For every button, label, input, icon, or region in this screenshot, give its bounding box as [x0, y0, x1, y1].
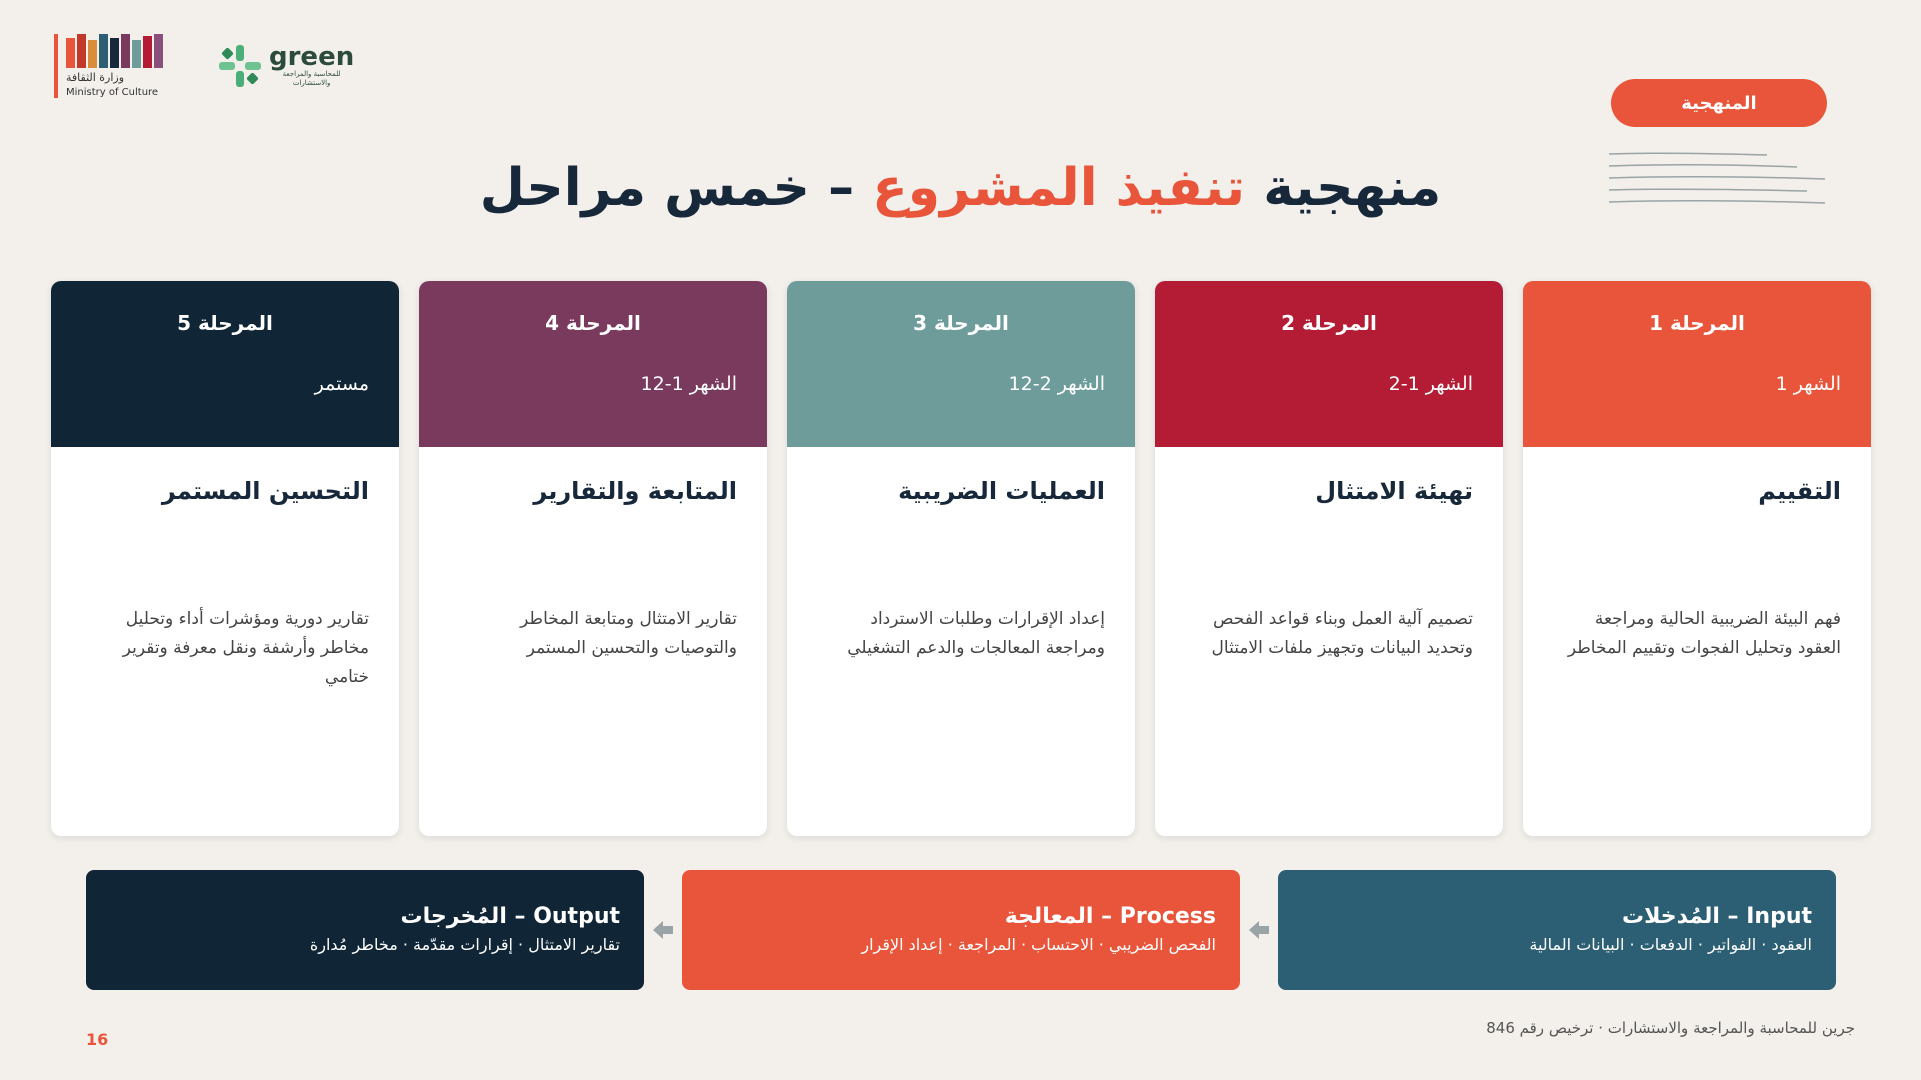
- phase-name: المتابعة والتقارير: [533, 477, 737, 505]
- phase-card-2: [1155, 281, 1503, 836]
- phase-description: تصميم آلية العمل وبناء قواعد الفحص وتحديد البيانات وتجهيز ملفات الامتثال: [1211, 609, 1473, 658]
- title-part-1: منهجية: [1245, 158, 1442, 218]
- page-number: 16: [86, 1030, 109, 1049]
- flow-title: Process – المعالجة: [1004, 904, 1216, 929]
- phase-description: فهم البيئة الضريبية الحالية ومراجعة العقود وتحليل الفجوات وتقييم المخاطر: [1567, 609, 1841, 658]
- phase-name: التحسين المستمر: [161, 477, 369, 505]
- phase-label: المرحلة 3: [913, 311, 1009, 335]
- flow-output-box: [86, 870, 644, 990]
- flow-subtitle: العقود · الفواتير · الدفعات · البيانات المالية: [1529, 935, 1812, 954]
- flow-input-box: [1278, 870, 1836, 990]
- phases-row: [51, 281, 1871, 836]
- phase-description: تقارير دورية ومؤشرات أداء وتحليل مخاطر وأرشفة ونقل معرفة وتقرير ختامي: [122, 609, 369, 687]
- phase-header: [787, 281, 1135, 447]
- phase-label: المرحلة 4: [545, 311, 641, 335]
- flow-title: Input – المُدخلات: [1621, 904, 1812, 929]
- title-part-2: – خمس مراحل: [479, 158, 873, 218]
- phase-time: الشهر 1-12: [640, 373, 737, 395]
- books-icon: [66, 34, 163, 68]
- phase-card-5: [51, 281, 399, 836]
- footer-text: جرين للمحاسبة والمراجعة والاستشارات · ترخيص رقم 846: [1486, 1019, 1855, 1037]
- flow-subtitle: الفحص الضريبي · الاحتساب · المراجعة · إعداد الإقرار: [861, 935, 1216, 954]
- ministry-of-culture-logo: [54, 34, 163, 98]
- phase-name: تهيئة الامتثال: [1315, 477, 1473, 505]
- arrow-left-icon: [644, 918, 682, 942]
- phase-header: [51, 281, 399, 447]
- title-accent: تنفيذ المشروع: [872, 158, 1246, 218]
- arrow-left-icon: [1240, 918, 1278, 942]
- moc-english-name: Ministry of Culture: [66, 87, 159, 98]
- phase-time: الشهر 1-2: [1388, 373, 1473, 395]
- phase-header: [419, 281, 767, 447]
- flow-title: Output – المُخرجات: [400, 904, 620, 929]
- page-title: [0, 158, 1921, 218]
- moc-arabic-name: وزارة الثقافة: [66, 71, 125, 84]
- phase-header: [1523, 281, 1871, 447]
- phase-card-3: [787, 281, 1135, 836]
- phase-card-1: [1523, 281, 1871, 836]
- flow-subtitle: تقارير الامتثال · إقرارات مقدّمة · مخاطر مُدارة: [309, 935, 620, 954]
- logos: [54, 34, 354, 98]
- phase-description: إعداد الإقرارات وطلبات الاسترداد ومراجعة المعالجات والدعم التشغيلي: [847, 609, 1105, 658]
- green-subtitle: والاستشارات: [292, 79, 331, 87]
- phase-time: الشهر 1: [1775, 373, 1841, 395]
- phase-time: الشهر 2-12: [1008, 373, 1105, 395]
- phase-label: المرحلة 2: [1281, 311, 1377, 335]
- phase-header: [1155, 281, 1503, 447]
- phase-card-4: [419, 281, 767, 836]
- green-logo: [217, 43, 354, 89]
- phase-time: مستمر: [314, 373, 369, 395]
- green-subtitle: للمحاسبة والمراجعة: [282, 70, 341, 78]
- phase-name: العمليات الضريبية: [898, 477, 1105, 505]
- section-badge: المنهجية: [1611, 79, 1827, 127]
- phase-label: المرحلة 1: [1649, 311, 1745, 335]
- phase-name: التقييم: [1758, 477, 1841, 505]
- phase-label: المرحلة 5: [177, 311, 273, 335]
- flow-process-box: [682, 870, 1240, 990]
- io-flow: [86, 870, 1836, 990]
- green-leaf-icon: [217, 43, 263, 89]
- green-brand-name: green: [269, 42, 355, 72]
- phase-description: تقارير الامتثال ومتابعة المخاطر والتوصيات والتحسين المستمر: [520, 609, 737, 658]
